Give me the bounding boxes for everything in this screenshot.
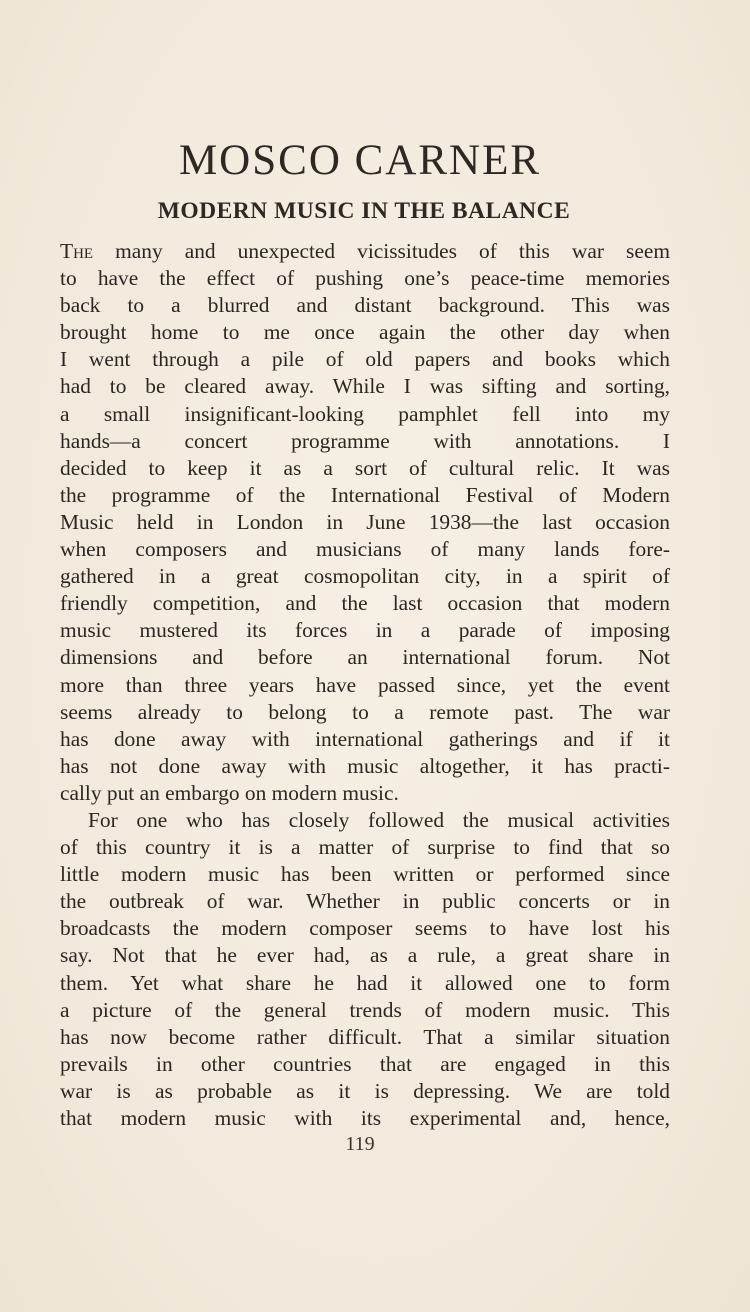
text-line: the outbreak of war. Whether in public concerts or in [60, 889, 670, 914]
text-line: has now become rather difficult. That a similar situation [60, 1024, 670, 1049]
text-line-rest: many and unexpected vicissitudes of this war seem [93, 239, 670, 263]
text-line: prevails in other countries that are engaged in this [60, 1051, 670, 1076]
body-text [60, 238, 670, 1132]
text-line: a picture of the general trends of modern music. This [60, 997, 670, 1022]
text-line: has not done away with music altogether, it has practi- [60, 753, 670, 778]
text-line: a small insignificant-looking pamphlet fell into my [60, 401, 670, 426]
essay-title: MODERN MUSIC IN THE BALANCE [157, 198, 571, 224]
lead-in-small-caps: The [60, 239, 94, 263]
text-line: friendly competition, and the last occasion that modern [60, 591, 670, 616]
text-line: little modern music has been written or performed since [60, 862, 670, 887]
text-line [60, 238, 670, 265]
text-line: dimensions and before an international forum. Not [60, 645, 670, 670]
text-line: cally put an embargo on modern music. [60, 780, 399, 805]
text-line: the programme of the International Festival of Modern [60, 482, 670, 507]
author-name: MOSCO CARNER [178, 137, 542, 184]
text-line: music mustered its forces in a parade of imposing [60, 618, 670, 643]
text-line: Music held in London in June 1938—the last occasion [60, 509, 670, 534]
text-line: seems already to belong to a remote past. The war [60, 699, 670, 724]
text-line: that modern music with its experimental and, hence, [60, 1106, 670, 1130]
text-line: brought home to me once again the other day when [60, 320, 670, 345]
text-line: hands—a concert programme with annotations. I [60, 428, 670, 453]
text-line: has done away with international gatherings and if it [60, 726, 670, 751]
text-line: when composers and musicians of many lands fore- [60, 537, 670, 562]
text-line: them. Yet what share he had it allowed one to form [60, 970, 670, 995]
text-line: say. Not that he ever had, as a rule, a great share in [60, 943, 670, 968]
page-number: 119 [345, 1133, 375, 1155]
text-line: to have the effect of pushing one’s peace-time memories [60, 266, 670, 291]
text-line: war is as probable as it is depressing. We are told [60, 1078, 670, 1103]
text-line: I went through a pile of old papers and books which [60, 347, 670, 372]
text-line: had to be cleared away. While I was sifting and sorting, [60, 374, 670, 399]
text-line: broadcasts the modern composer seems to have lost his [60, 916, 670, 941]
text-line: For one who has closely followed the musical activities [88, 807, 670, 832]
text-line: gathered in a great cosmopolitan city, in a spirit of [60, 564, 670, 589]
text-line: decided to keep it as a sort of cultural relic. It was [60, 455, 670, 480]
text-line: more than three years have passed since, yet the event [60, 672, 670, 697]
text-line: of this country it is a matter of surprise to find that so [60, 835, 670, 860]
text-line: back to a blurred and distant background. This was [60, 293, 670, 318]
